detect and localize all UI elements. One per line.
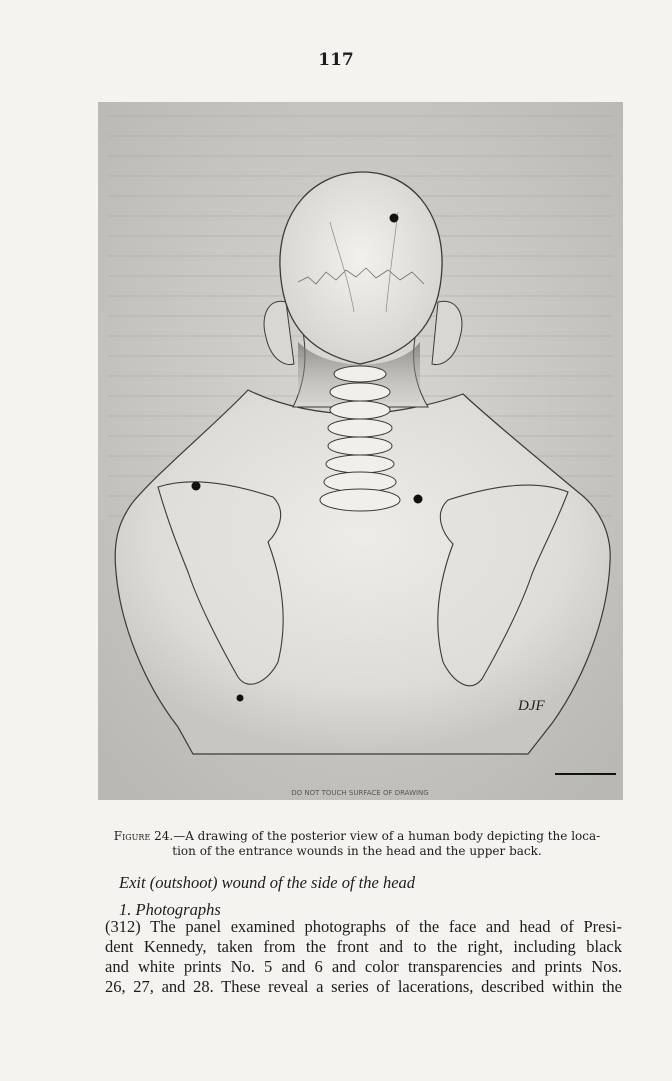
- artist-signature: DJF: [518, 698, 545, 714]
- wound-marker-upper-back: [414, 495, 423, 504]
- paragraph-line: dent Kennedy, taken from the front and to the right, including black: [105, 937, 622, 956]
- caption-lead: Figure 24.: [113, 829, 174, 843]
- wound-marker-lower-back: [237, 695, 244, 702]
- caption-line-1: [92, 829, 622, 844]
- paragraph-line: 26, 27, and 28. These reveal a series of lacerations, described within the: [105, 977, 622, 996]
- wound-marker-left-shoulder: [192, 482, 201, 491]
- body-paragraph: [105, 917, 622, 997]
- head-outline: [280, 172, 442, 364]
- paragraph-line: and white prints No. 5 and 6 and color transparencies and prints Nos.: [105, 957, 622, 976]
- caption-text-1: —A drawing of the posterior view of a human body depicting the loca-: [173, 829, 601, 843]
- section-heading: Exit (outshoot) wound of the side of the head: [119, 873, 416, 892]
- wound-marker-head: [390, 214, 399, 223]
- anatomical-drawing-figure: [98, 102, 623, 800]
- figure-caption: [92, 829, 622, 859]
- do-not-touch-stamp: DO NOT TOUCH SURFACE OF DRAWING: [291, 789, 429, 797]
- page-number: 117: [318, 50, 354, 70]
- caption-line-2: tion of the entrance wounds in the head and the upper back.: [172, 844, 542, 858]
- paragraph-line: (312) The panel examined photographs of the face and head of Presi-: [105, 917, 622, 936]
- subsection-heading: 1. Photographs: [119, 900, 221, 919]
